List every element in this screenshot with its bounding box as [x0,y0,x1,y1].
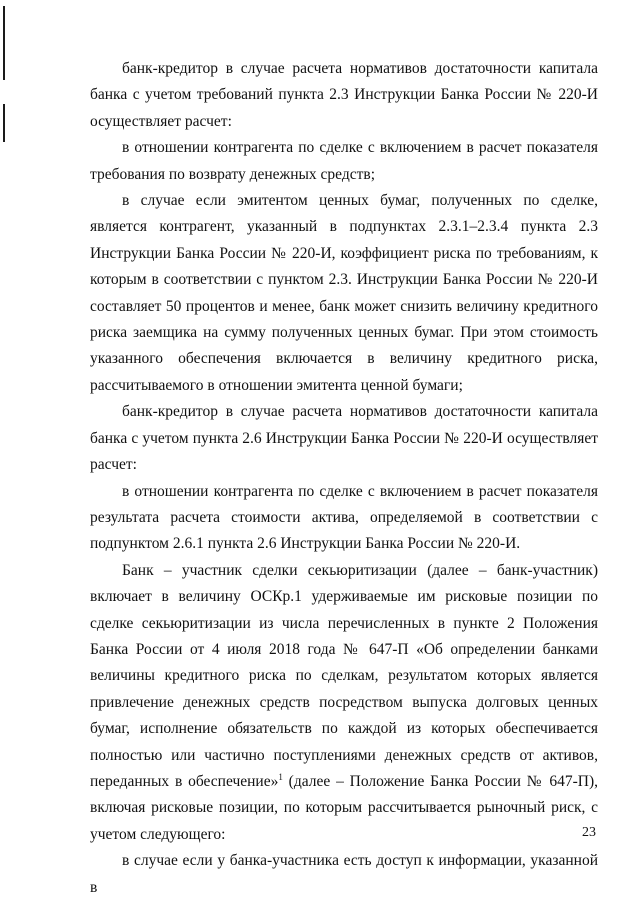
paragraph: в отношении контрагента по сделке с включением в расчет показателя результата расчета стоимости актива, определяемой в соответствии с подпунктом 2.6.1 пункта 2.6 Инструкции Банка России № 220-И. [90,482,598,553]
paragraph-securitization [90,558,598,848]
page-number: 23 [582,825,596,840]
paragraph: в случае если у банка-участника есть доступ к информации, указанной в [90,852,598,896]
document-body [90,56,598,901]
scan-edge-mark [3,6,5,80]
paragraph: в отношении контрагента по сделке с включением в расчет показателя требования по возврату денежных средств; [90,139,598,183]
paragraph-text: Банк – участник сделки секьюритизации (далее – банк-участник) включает в величину ОСКр.1 удерживаемые им рисковые позиции по сделке секьюритизации из числа перечисленных в пункте 2 Положения Банка России от 4 июля 2018 года № 647-П «Об определении банками величины кредитного риска по сделкам, результатом которых является привлечение денежных средств посредством выпуска долговых ценных бумаг, исполнение обязательств по каждой из которых обеспечивается полностью или частично поступлениями денежных средств от активов, переданных в обеспечение» [90,561,598,790]
scan-edge-mark [3,104,5,142]
paragraph: банк-кредитор в случае расчета нормативов достаточности капитала банка с учетом пункта 2.6 Инструкции Банка России № 220-И осуществляет расчет: [90,403,598,474]
paragraph: в случае если эмитентом ценных бумаг, полученных по сделке, является контрагент, указанный в подпунктах 2.3.1–2.3.4 пункта 2.3 Инструкции Банка России № 220-И, коэффициент риска по требованиям, к которым в соответствии с пунктом 2.3. Инструкции Банка России № 220-И составляет 50 процентов и менее, банк может снизить величину кредитного риска заемщика на сумму полученных ценных бумаг. При этом стоимость указанного обеспечения включается в величину кредитного риска, рассчитываемого в отношении эмитента ценной бумаги; [90,192,598,394]
paragraph: банк-кредитор в случае расчета нормативов достаточности капитала банка с учетом требований пункта 2.3 Инструкции Банка России № 220-И осуществляет расчет: [90,60,598,130]
paragraph-text: (далее – Положение Банка России № 647-П), включая рисковые позиции, по которым рассчитывается рыночный риск, с учетом следующего: [90,772,598,843]
footnote-reference: 1 [278,771,283,782]
